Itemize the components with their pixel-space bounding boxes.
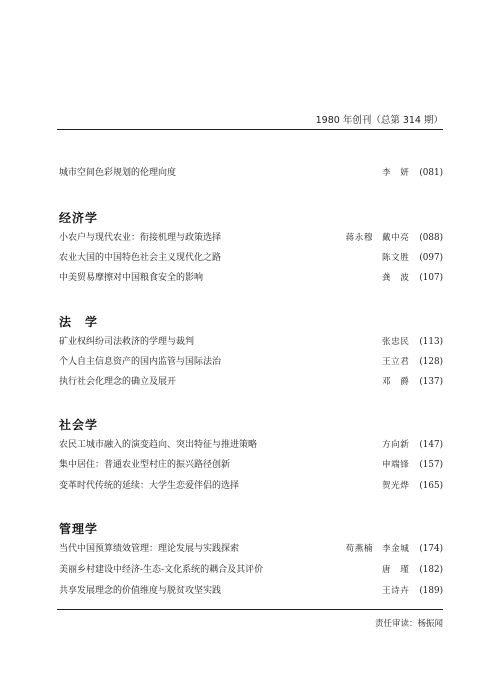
article-title: 中美贸易摩擦对中国粮食安全的影响: [59, 273, 204, 283]
article-entry[interactable]: [59, 355, 443, 369]
article-entry[interactable]: [59, 271, 443, 285]
article-page: (174): [419, 544, 443, 554]
article-title: 执行社会化理念的确立及展开: [59, 377, 177, 387]
article-title: 小农户与现代农业：衔接机理与政策选择: [59, 233, 222, 243]
article-authors: 李 妍: [382, 168, 410, 178]
article-authors: 陈文胜: [382, 253, 410, 263]
article-title: 个人自主信息资产的国内监管与国际法治: [59, 357, 222, 367]
section-title-law: 法 学: [59, 315, 99, 329]
article-authors: 邓 爵: [382, 377, 410, 387]
article-title: 美丽乡村建设中经济-生态-文化系统的耦合及其评价: [59, 565, 264, 575]
article-title: 变革时代传统的延续：大学生恋爱伴侣的选择: [59, 481, 240, 491]
article-entry[interactable]: [59, 335, 443, 349]
article-title: 农民工城市融入的演变趋向、突出特征与推进策略: [59, 440, 258, 450]
article-entry[interactable]: [59, 584, 443, 598]
article-authors: 王立君: [382, 357, 410, 367]
article-authors: 苟燕楠 李金城: [345, 544, 410, 554]
section-title-economics: 经济学: [59, 211, 99, 225]
editor-credit: 责任审读：杨振闻: [374, 619, 443, 629]
section-title-sociology: 社会学: [59, 418, 99, 432]
article-page: (157): [419, 460, 443, 470]
article-entry[interactable]: [59, 166, 443, 180]
article-authors: 龚 波: [382, 273, 410, 283]
article-authors: 贺光烨: [382, 481, 410, 491]
article-authors: 蒋永穆 戴中亮: [345, 233, 410, 243]
article-title: 当代中国预算绩效管理：理论发展与实践探索: [59, 544, 240, 554]
article-authors: 王诗卉: [382, 586, 410, 596]
article-page: (165): [419, 481, 443, 491]
article-title: 共享发展理念的价值维度与脱贫攻坚实践: [59, 586, 222, 596]
top-divider: [57, 129, 443, 130]
bottom-divider: [57, 609, 443, 610]
article-entry[interactable]: [59, 251, 443, 265]
article-page: (147): [419, 440, 443, 450]
article-title: 矿业权纠纷司法救济的学理与裁判: [59, 337, 195, 347]
article-entry[interactable]: [59, 438, 443, 452]
journal-issue-info: 1980 年创刊（总第 314 期）: [315, 115, 443, 126]
article-entry[interactable]: [59, 375, 443, 389]
article-authors: 唐 瑾: [382, 565, 410, 575]
section-title-management: 管理学: [59, 522, 99, 536]
article-entry[interactable]: [59, 542, 443, 556]
article-authors: 张忠民: [382, 337, 410, 347]
article-page: (113): [419, 337, 443, 347]
article-page: (182): [419, 565, 443, 575]
article-page: (097): [419, 253, 443, 263]
article-title: 城市空间色彩规划的伦理向度: [59, 168, 177, 178]
article-authors: 申端锋: [382, 460, 410, 470]
article-title: 集中居住：普通农业型村庄的振兴路径创新: [59, 460, 231, 470]
article-page: (128): [419, 357, 443, 367]
article-page: (081): [419, 168, 443, 178]
article-entry[interactable]: [59, 458, 443, 472]
article-page: (137): [419, 377, 443, 387]
article-entry[interactable]: [59, 231, 443, 245]
article-page: (088): [419, 233, 443, 243]
article-title: 农业大国的中国特色社会主义现代化之路: [59, 253, 222, 263]
article-page: (189): [419, 586, 443, 596]
article-entry[interactable]: [59, 563, 443, 577]
article-authors: 方向新: [382, 440, 410, 450]
article-entry[interactable]: [59, 479, 443, 493]
article-page: (107): [419, 273, 443, 283]
